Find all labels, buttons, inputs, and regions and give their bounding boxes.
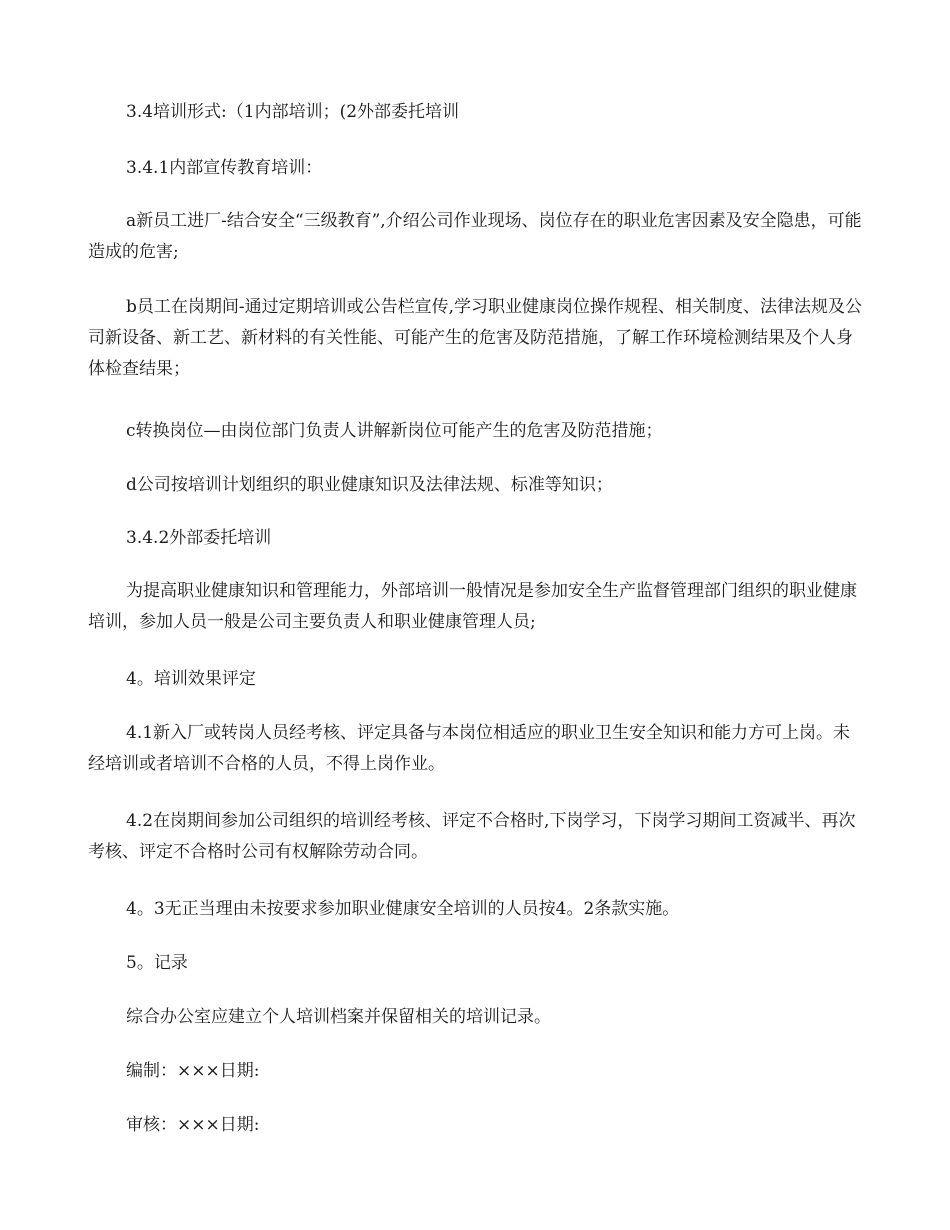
section-4-heading: 4。培训效果评定: [126, 669, 256, 689]
reviewed-by-line: 审核：×××日期:: [126, 1115, 260, 1135]
item-a-new-employee: a新员工进厂-结合安全“三级教育”,介绍公司作业现场、岗位存在的职业危害因素及安全隐患，可能造成的危害;: [88, 211, 862, 262]
section-4-3-paragraph: 4。3无正当理由未按要求参加职业健康安全培训的人员按4。2条款实施。: [126, 899, 680, 919]
item-d-company-training: d公司按培训计划组织的职业健康知识及法律法规、标准等知识；: [126, 475, 613, 495]
section-3-4-training-form: 3.4培训形式:（1内部培训；(2外部委托培训: [126, 102, 460, 122]
section-4-2-paragraph: 4.2在岗期间参加公司组织的培训经考核、评定不合格时,下岗学习，下岗学习期间工资减半、再次考核、评定不合格时公司有权解除劳动合同。: [88, 811, 856, 862]
compiled-by-line: 编制：×××日期:: [126, 1061, 260, 1081]
external-training-paragraph: 为提高职业健康知识和管理能力，外部培训一般情况是参加安全生产监督管理部门组织的职业健康培训，参加人员一般是公司主要负责人和职业健康管理人员;: [88, 581, 857, 632]
section-3-4-1-heading: 3.4.1内部宣传教育培训：: [126, 158, 323, 178]
section-3-4-2-heading: 3.4.2外部委托培训: [126, 528, 272, 548]
section-5-heading: 5。记录: [126, 953, 188, 973]
section-4-1-paragraph: 4.1新入厂或转岗人员经考核、评定具备与本岗位相适应的职业卫生安全知识和能力方可上岗。未经培训或者培训不合格的人员，不得上岗作业。: [88, 723, 851, 774]
item-c-job-transfer: c转换岗位—由岗位部门负责人讲解新岗位可能产生的危害及防范措施；: [126, 421, 663, 441]
records-paragraph: 综合办公室应建立个人培训档案并保留相关的培训记录。: [126, 1007, 551, 1027]
item-b-employee-on-duty: b员工在岗期间-通过定期培训或公告栏宣传,学习职业健康岗位操作规程、相关制度、法律法规及公司新设备、新工艺、新材料的有关性能、可能产生的危害及防范措施，了解工作环境检测结果及个人身体检查结果；: [88, 297, 863, 379]
